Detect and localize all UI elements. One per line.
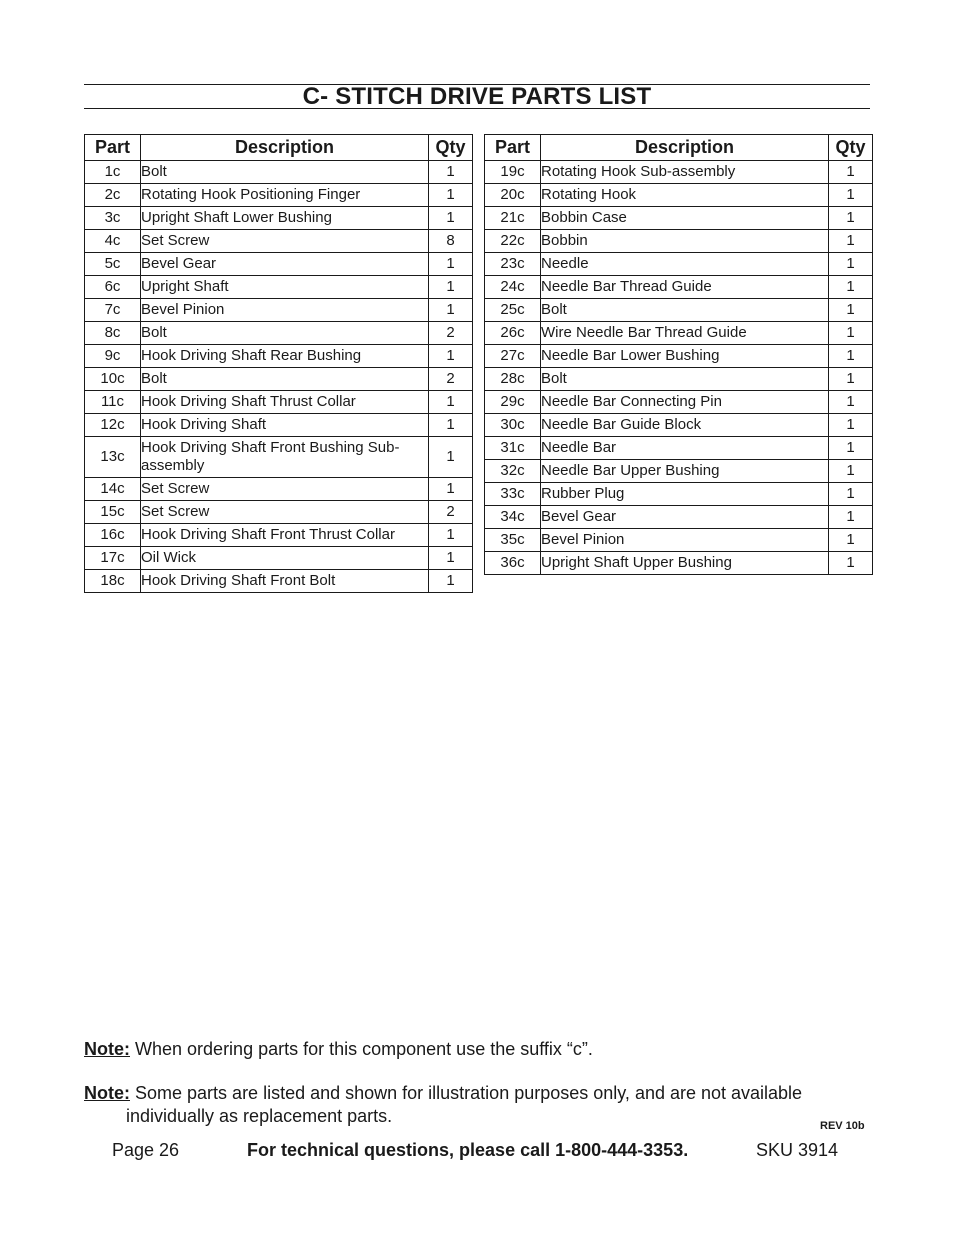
description-cell: Bolt xyxy=(541,368,829,391)
quantity-cell: 1 xyxy=(429,161,473,184)
description-cell: Needle Bar Upper Bushing xyxy=(541,460,829,483)
part-number-cell: 2c xyxy=(85,184,141,207)
table-header-row xyxy=(85,135,473,161)
quantity-cell: 1 xyxy=(429,437,473,478)
description-cell: Hook Driving Shaft Thrust Collar xyxy=(141,391,429,414)
quantity-cell: 1 xyxy=(829,184,873,207)
table-row xyxy=(85,276,473,299)
part-number-cell: 25c xyxy=(485,299,541,322)
quantity-cell: 1 xyxy=(829,345,873,368)
part-number-cell: 29c xyxy=(485,391,541,414)
part-number-cell: 4c xyxy=(85,230,141,253)
quantity-cell: 2 xyxy=(429,501,473,524)
part-number-cell: 26c xyxy=(485,322,541,345)
part-number-cell: 5c xyxy=(85,253,141,276)
quantity-cell: 1 xyxy=(429,345,473,368)
part-number-cell: 17c xyxy=(85,547,141,570)
quantity-cell: 1 xyxy=(829,506,873,529)
description-cell: Needle Bar Thread Guide xyxy=(541,276,829,299)
table-row xyxy=(85,501,473,524)
table-row xyxy=(85,437,473,478)
part-number-cell: 14c xyxy=(85,478,141,501)
description-cell: Set Screw xyxy=(141,478,429,501)
description-cell: Upright Shaft Upper Bushing xyxy=(541,552,829,575)
part-number-cell: 31c xyxy=(485,437,541,460)
quantity-cell: 1 xyxy=(429,570,473,593)
quantity-cell: 1 xyxy=(829,207,873,230)
part-number-cell: 20c xyxy=(485,184,541,207)
quantity-cell: 1 xyxy=(829,276,873,299)
note-availability xyxy=(84,1082,874,1128)
header-part: Part xyxy=(485,135,541,161)
description-cell: Rotating Hook xyxy=(541,184,829,207)
parts-table-right-body xyxy=(485,161,873,575)
table-row xyxy=(85,299,473,322)
quantity-cell: 1 xyxy=(429,299,473,322)
table-row xyxy=(485,230,873,253)
table-row xyxy=(485,437,873,460)
table-row xyxy=(485,184,873,207)
footer-contact: For technical questions, please call 1-800-444-3353. xyxy=(247,1140,689,1160)
part-number-cell: 11c xyxy=(85,391,141,414)
quantity-cell: 1 xyxy=(829,161,873,184)
description-cell: Rotating Hook Positioning Finger xyxy=(141,184,429,207)
part-number-cell: 15c xyxy=(85,501,141,524)
table-row xyxy=(485,207,873,230)
table-row xyxy=(85,524,473,547)
part-number-cell: 22c xyxy=(485,230,541,253)
part-number-cell: 6c xyxy=(85,276,141,299)
quantity-cell: 1 xyxy=(429,184,473,207)
note-label: Note: xyxy=(84,1083,130,1103)
description-cell: Upright Shaft xyxy=(141,276,429,299)
description-cell: Wire Needle Bar Thread Guide xyxy=(541,322,829,345)
note-text-continued: individually as replacement parts. xyxy=(126,1106,393,1126)
part-number-cell: 30c xyxy=(485,414,541,437)
part-number-cell: 9c xyxy=(85,345,141,368)
table-row xyxy=(485,253,873,276)
table-row xyxy=(485,322,873,345)
part-number-cell: 16c xyxy=(85,524,141,547)
table-row xyxy=(85,414,473,437)
description-cell: Bevel Pinion xyxy=(141,299,429,322)
table-row xyxy=(485,368,873,391)
part-number-cell: 21c xyxy=(485,207,541,230)
page-title: C- STITCH DRIVE PARTS LIST xyxy=(302,83,652,110)
table-row xyxy=(85,570,473,593)
title-rule-bottom xyxy=(84,108,870,109)
table-row xyxy=(85,207,473,230)
description-cell: Bolt xyxy=(141,322,429,345)
quantity-cell: 1 xyxy=(829,391,873,414)
table-row xyxy=(485,529,873,552)
table-row xyxy=(485,276,873,299)
table-row xyxy=(85,368,473,391)
header-part: Part xyxy=(85,135,141,161)
footer-page-number: Page 26 xyxy=(112,1140,180,1160)
description-cell: Bevel Gear xyxy=(141,253,429,276)
quantity-cell: 1 xyxy=(829,299,873,322)
table-row xyxy=(85,322,473,345)
table-row xyxy=(85,547,473,570)
quantity-cell: 1 xyxy=(829,552,873,575)
table-row xyxy=(485,391,873,414)
description-cell: Needle Bar xyxy=(541,437,829,460)
part-number-cell: 12c xyxy=(85,414,141,437)
quantity-cell: 1 xyxy=(429,253,473,276)
part-number-cell: 24c xyxy=(485,276,541,299)
table-row xyxy=(85,478,473,501)
table-row xyxy=(85,161,473,184)
note-label: Note: xyxy=(84,1039,130,1059)
table-row xyxy=(85,345,473,368)
quantity-cell: 1 xyxy=(429,414,473,437)
quantity-cell: 1 xyxy=(429,276,473,299)
description-cell: Hook Driving Shaft Front Thrust Collar xyxy=(141,524,429,547)
footer-sku: SKU 3914 xyxy=(756,1140,839,1160)
part-number-cell: 7c xyxy=(85,299,141,322)
quantity-cell: 1 xyxy=(429,478,473,501)
table-row xyxy=(485,552,873,575)
quantity-cell: 1 xyxy=(829,368,873,391)
quantity-cell: 8 xyxy=(429,230,473,253)
description-cell: Hook Driving Shaft Front Bolt xyxy=(141,570,429,593)
note-ordering xyxy=(84,1038,874,1061)
parts-table-right xyxy=(484,134,873,575)
description-cell: Oil Wick xyxy=(141,547,429,570)
quantity-cell: 1 xyxy=(829,483,873,506)
header-qty: Qty xyxy=(829,135,873,161)
part-number-cell: 19c xyxy=(485,161,541,184)
quantity-cell: 1 xyxy=(429,391,473,414)
description-cell: Rotating Hook Sub-assembly xyxy=(541,161,829,184)
description-cell: Hook Driving Shaft Rear Bushing xyxy=(141,345,429,368)
part-number-cell: 10c xyxy=(85,368,141,391)
part-number-cell: 28c xyxy=(485,368,541,391)
header-description: Description xyxy=(541,135,829,161)
quantity-cell: 1 xyxy=(829,322,873,345)
description-cell: Needle xyxy=(541,253,829,276)
quantity-cell: 1 xyxy=(829,437,873,460)
table-row xyxy=(485,414,873,437)
description-cell: Bobbin xyxy=(541,230,829,253)
description-cell: Bevel Pinion xyxy=(541,529,829,552)
header-description: Description xyxy=(141,135,429,161)
part-number-cell: 35c xyxy=(485,529,541,552)
description-cell: Bolt xyxy=(141,368,429,391)
part-number-cell: 27c xyxy=(485,345,541,368)
quantity-cell: 1 xyxy=(829,230,873,253)
description-cell: Set Screw xyxy=(141,230,429,253)
table-header-row xyxy=(485,135,873,161)
description-cell: Upright Shaft Lower Bushing xyxy=(141,207,429,230)
description-cell: Hook Driving Shaft Front Bushing Sub-assembly xyxy=(141,437,429,478)
table-row xyxy=(85,184,473,207)
description-cell: Needle Bar Connecting Pin xyxy=(541,391,829,414)
table-row xyxy=(485,460,873,483)
note-text: When ordering parts for this component use the suffix “c”. xyxy=(135,1039,593,1059)
quantity-cell: 1 xyxy=(429,547,473,570)
table-row xyxy=(485,345,873,368)
part-number-cell: 33c xyxy=(485,483,541,506)
part-number-cell: 32c xyxy=(485,460,541,483)
table-row xyxy=(485,483,873,506)
description-cell: Bevel Gear xyxy=(541,506,829,529)
description-cell: Set Screw xyxy=(141,501,429,524)
quantity-cell: 1 xyxy=(829,253,873,276)
description-cell: Bolt xyxy=(141,161,429,184)
table-row xyxy=(485,299,873,322)
quantity-cell: 2 xyxy=(429,322,473,345)
description-cell: Hook Driving Shaft xyxy=(141,414,429,437)
parts-table-left xyxy=(84,134,473,593)
part-number-cell: 36c xyxy=(485,552,541,575)
table-row xyxy=(485,506,873,529)
description-cell: Rubber Plug xyxy=(541,483,829,506)
quantity-cell: 1 xyxy=(429,524,473,547)
quantity-cell: 2 xyxy=(429,368,473,391)
quantity-cell: 1 xyxy=(429,207,473,230)
part-number-cell: 18c xyxy=(85,570,141,593)
quantity-cell: 1 xyxy=(829,414,873,437)
part-number-cell: 13c xyxy=(85,437,141,478)
parts-table-left-body xyxy=(85,161,473,593)
part-number-cell: 23c xyxy=(485,253,541,276)
description-cell: Needle Bar Guide Block xyxy=(541,414,829,437)
description-cell: Bolt xyxy=(541,299,829,322)
part-number-cell: 3c xyxy=(85,207,141,230)
quantity-cell: 1 xyxy=(829,529,873,552)
description-cell: Needle Bar Lower Bushing xyxy=(541,345,829,368)
note-text: Some parts are listed and shown for illustration purposes only, and are not available xyxy=(135,1083,803,1103)
description-cell: Bobbin Case xyxy=(541,207,829,230)
header-qty: Qty xyxy=(429,135,473,161)
table-row xyxy=(485,161,873,184)
part-number-cell: 8c xyxy=(85,322,141,345)
part-number-cell: 34c xyxy=(485,506,541,529)
table-row xyxy=(85,253,473,276)
part-number-cell: 1c xyxy=(85,161,141,184)
table-row xyxy=(85,391,473,414)
revision-label: REV 10b xyxy=(820,1120,865,1132)
table-row xyxy=(85,230,473,253)
quantity-cell: 1 xyxy=(829,460,873,483)
